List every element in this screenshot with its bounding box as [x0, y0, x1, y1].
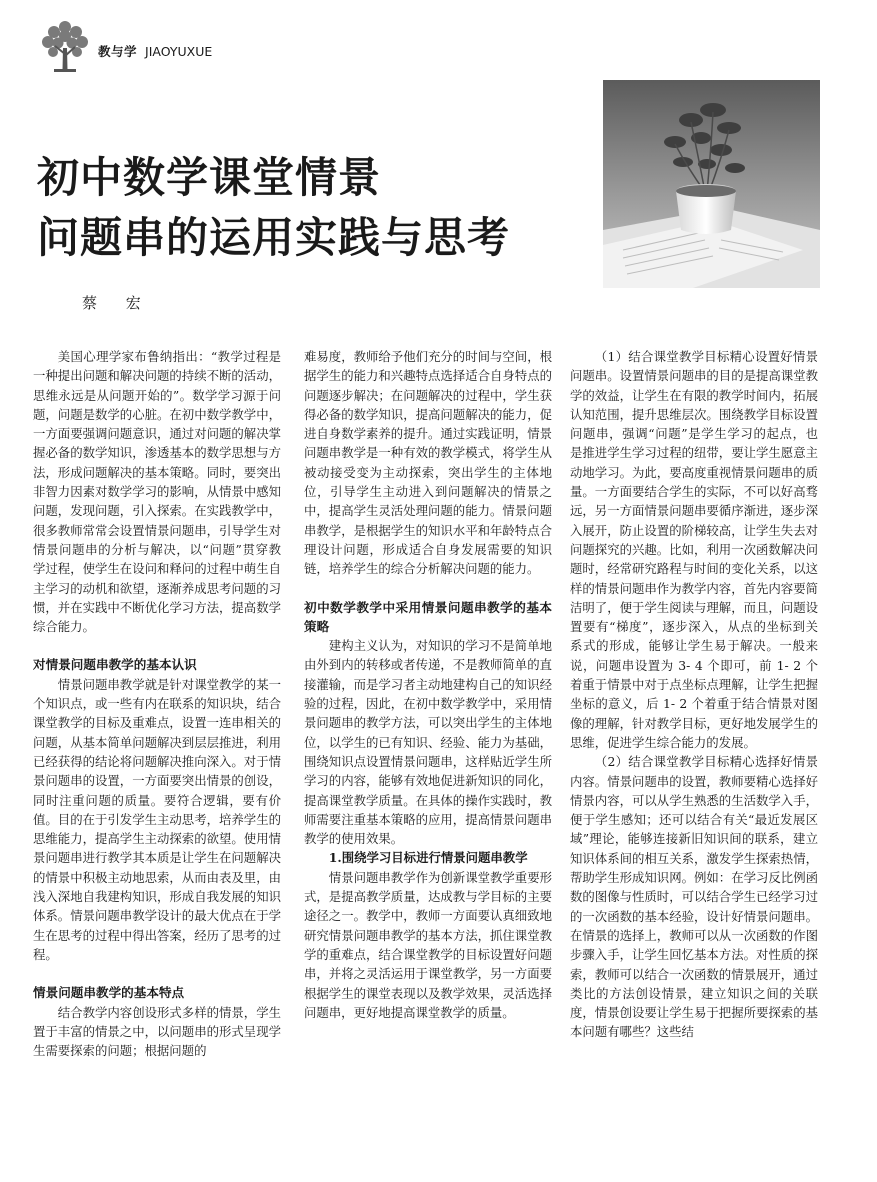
paragraph: 建构主义认为，对知识的学习不是简单地由外到内的转移或者传递，不是教师简单的直接灌输，而是学习者主动地建构自己的知识经验的过程，因此，在初中数学教学中，采用情景问题串的教学方法，可以突出学生的主体地位，以学生的已有知识、经验、能力为基础，围绕知识点设置情景问题串，这样贴近学生所学习的内容，能够有效地促进新知识的同化，提高课堂教学质量。在具体的操作实践时，教师需要注重基本策略的应用，提高情景问题串教学的使用效果。 [304, 638, 552, 847]
paragraph: 美国心理学家布鲁纳指出：“教学过程是一种提出问题和解决问题的持续不断的活动，思维永远是从问题开始的”。数学学习源于问题，问题是数学的心脏。在初中数学教学中，一方面要强调问题意识，通过对问题的解决掌握必备的数学知识，渗透基本的数学思想与方法，形成问题解决的基本策略。同时，要突出非智力因素对数学学习的影响，从情景中感知问题，发现问题，引入探索。在实践教学中，很多教师常常会设置情景问题串，引导学生对情景问题串的分析与解决，以“问题”贯穿教学过程，使学生在设问和释问的过程中萌生自主学习的动机和欲望，逐渐养成思考问题的习惯，并在实践中不断优化学习方法，提高数学综合能力。 [33, 349, 281, 635]
section-heading: 初中数学教学中采用情景问题串教学的基本策略 [304, 599, 552, 634]
title-line-1: 初中数学课堂情景 [37, 153, 382, 202]
journal-brand [98, 42, 212, 60]
text-column-3 [570, 347, 818, 1167]
paragraph: 情景问题串教学作为创新课堂教学重要形式，是提高教学质量，达成教与学目标的主要途径之一。教学中，教师一方面要认真细致地研究情景问题串教学的基本方法，抓住课堂教学的重难点，结合课堂教学的目标设置好问题串，并将之灵活运用于课堂教学，另一方面要根据学生的课堂表现以及教学效果，灵活选择问题串，更好地提高课堂教学的质量。 [304, 869, 552, 1020]
section-heading: 情景问题串教学的基本特点 [33, 985, 185, 1001]
author-name: 蔡 宏 [82, 294, 153, 312]
subsection-heading: 1.围绕学习目标进行情景问题串教学 [328, 850, 528, 866]
paragraph: （1）结合课堂教学目标精心设置好情景问题串。设置情景问题串的目的是提高课堂教学的效益，让学生在有限的教学时间内，拓展认知范围，提升思维层次。围绕教学目标设置问题串，强调“问题”是学生学习的起点，也是推进学生学习过程的纽带，要让学生愿意主动地学习。为此，要高度重视情景问题串的质量。一方面要结合学生的实际，不可以好高骛远，另一方面情景问题串要循序渐进，逐步深入展开，防止设置的阶梯较高，让学生失去对问题探究的兴趣。比如，利用一次函数解决问题时，经常研究路程与时间的变化关系，以这样的情景问题串作为教学内容，首先内容要简洁明了，便于学生阅读与理解，而且，问题设置要有“梯度”，逐步深入，从点的坐标到关系式的形成，能够让学生易于解决。一般来说，问题串设置为 3- 4 个即可，前 1- 2 个着重于情景中对于点坐标点理解，让学生把握坐标的意义，后 1- 2 个着重于结合情景对图像的理解，针对教学目标，更好地发展学生的思维，促进学生综合能力的发展。 [570, 349, 818, 750]
text-column-2 [304, 347, 552, 1167]
paragraph: 难易度，教师给予他们充分的时间与空间，根据学生的能力和兴趣特点选择适合自身特点的问题逐步解决；在问题解决的过程中，学生获得必备的数学知识，提高问题解决的能力，促进自身数学素养的提升。通过实践证明，情景问题串教学是一种有效的教学模式，将学生从被动接受变为主动探索，突出学生的主体地位，引导学生主动进入到问题解决的情景之中，提高学生灵活处理问题的能力。情景问题串教学，是根据学生的知识水平和年龄特点合理设计问题，形成适合自身发展需要的知识链，培养学生的综合分析解决问题的能力。 [304, 349, 552, 577]
page-header [40, 18, 340, 82]
brand-en: JIAOYUXUE [145, 44, 213, 59]
title-line-2: 问题串的运用实践与思考 [37, 213, 511, 262]
tree-icon [40, 18, 90, 74]
text-column-1 [33, 347, 281, 1167]
potted-plant-photo [603, 80, 820, 288]
brand-cn: 教与学 [98, 44, 138, 59]
paragraph: （2）结合课堂教学目标精心选择好情景内容。情景问题串的设置，教师要精心选择好情景内容，可以从学生熟悉的生活数学入手，便于学生感知；还可以结合有关“最近发展区域”理论，能够连接新旧知识间的联系，建立知识体系间的相互关系，激发学生探索热情，帮助学生形成知识网。例如：在学习反比例函数的图像与性质时，可以结合学生已经学习过的一次函数的基本经验，设计好情景问题串。在情景的选择上，教师可以从一次函数的作图步骤入手，让学生回忆基本方法。对性质的探索，教师可以结合一次函数的情景展开，通过类比的方法创设情景，建立知识之间的关联度，情景创设要让学生易于把握所要探索的基本问题有哪些？这些结 [570, 754, 818, 1040]
article-title [37, 148, 510, 268]
section-heading: 对情景问题串教学的基本认识 [33, 657, 197, 673]
paragraph: 情景问题串教学就是针对课堂教学的某一个知识点，或一些有内在联系的知识块，结合课堂教学的目标及重难点，设置一连串相关的问题，从基本简单问题解决到层层推进，利用已经获得的结论将问题解决推向深入。对于情景问题串的设置，一方面要突出情景的创设，同时注重问题的质量。要符合逻辑，要有价值。目的在于引发学生主动思考，培养学生的思维能力，提高学生主动探索的欲望。使用情景问题串进行教学其本质是让学生在问题解决的情景中积极主动地思索，从而由表及里，由浅入深地自我建构知识，形成自我发展的知识体系。情景问题串教学设计的最大优点在于学生在思考的过程中得出答案，经历了思考的过程。 [33, 676, 281, 962]
paragraph: 结合教学内容创设形式多样的情景，学生置于丰富的情景之中，以问题串的形式呈现学生需要探索的问题；根据问题的 [33, 1004, 281, 1059]
